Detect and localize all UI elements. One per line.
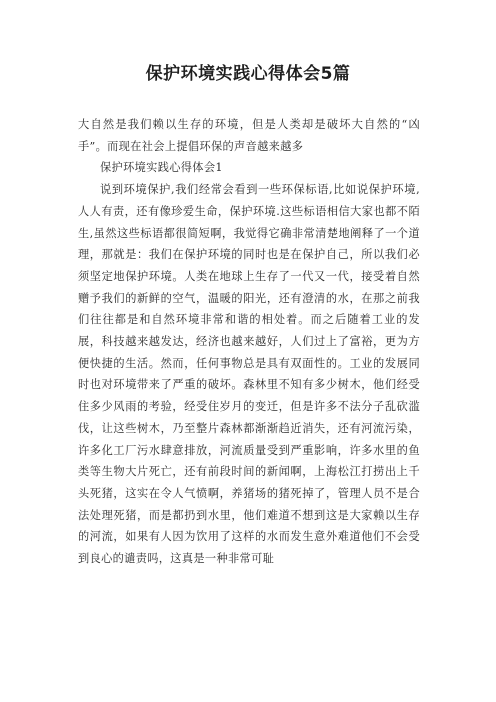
section-paragraph: 说到环境保护,我们经常会看到一些环保标语,比如说保护环境,人人有责，还有像珍爱生命，保护环境.这些标语相信大家也都不陌生,虽然这些标语都很简短啊，我觉得它确非常清楚地阐释了一个道理，那就是：我们在保护环境的同时也是在保护自己，所以我们必须坚定地保护环境。人类在地球上生存了一代又一代，接受着自然赠予我们的新鲜的空气，温暖的阳光，还有澄清的水，在那之前我们往往都是和自然环境非常和谐的相处着。而之后随着工业的发展，科技越来越发达，经济也越来越好，人们过上了富裕，更为方便快捷的生活。然而，任何事物总是具有双面性的。工业的发展同时也对环境带来了严重的破坏。森林里不知有多少树木，他们经受住多少风雨的考验，经受住岁月的变迁，但是许多不法分子乱砍滥伐，让这些树木，乃至整片森林都渐渐趋近消失，还有河流污染，许多化工厂污水肆意排放，河流质量受到严重影响，许多水里的鱼类等生物大片死亡，还有前段时间的新闻啊，上海松江打捞出上千头死猪，这实在令人气愤啊，养猪场的猪死掉了，管理人员不是合法处理死猪，而是都扔到水里，他们难道不想到这是大家赖以生存的河流，如果有人因为饮用了这样的水而发生意外难道他们不会受到良心的谴责吗，这真是一种非常可耻: [78, 183, 420, 566]
section-heading: 保护环境实践心得体会1: [100, 161, 223, 175]
document-body: [78, 114, 420, 570]
intro-paragraph: 大自然是我们赖以生存的环境，但是人类却是破坏大自然的“凶手”。而现在社会上提倡环保的声音越来越多: [78, 118, 420, 153]
document-title: 保护环境实践心得体会5篇: [145, 64, 351, 84]
